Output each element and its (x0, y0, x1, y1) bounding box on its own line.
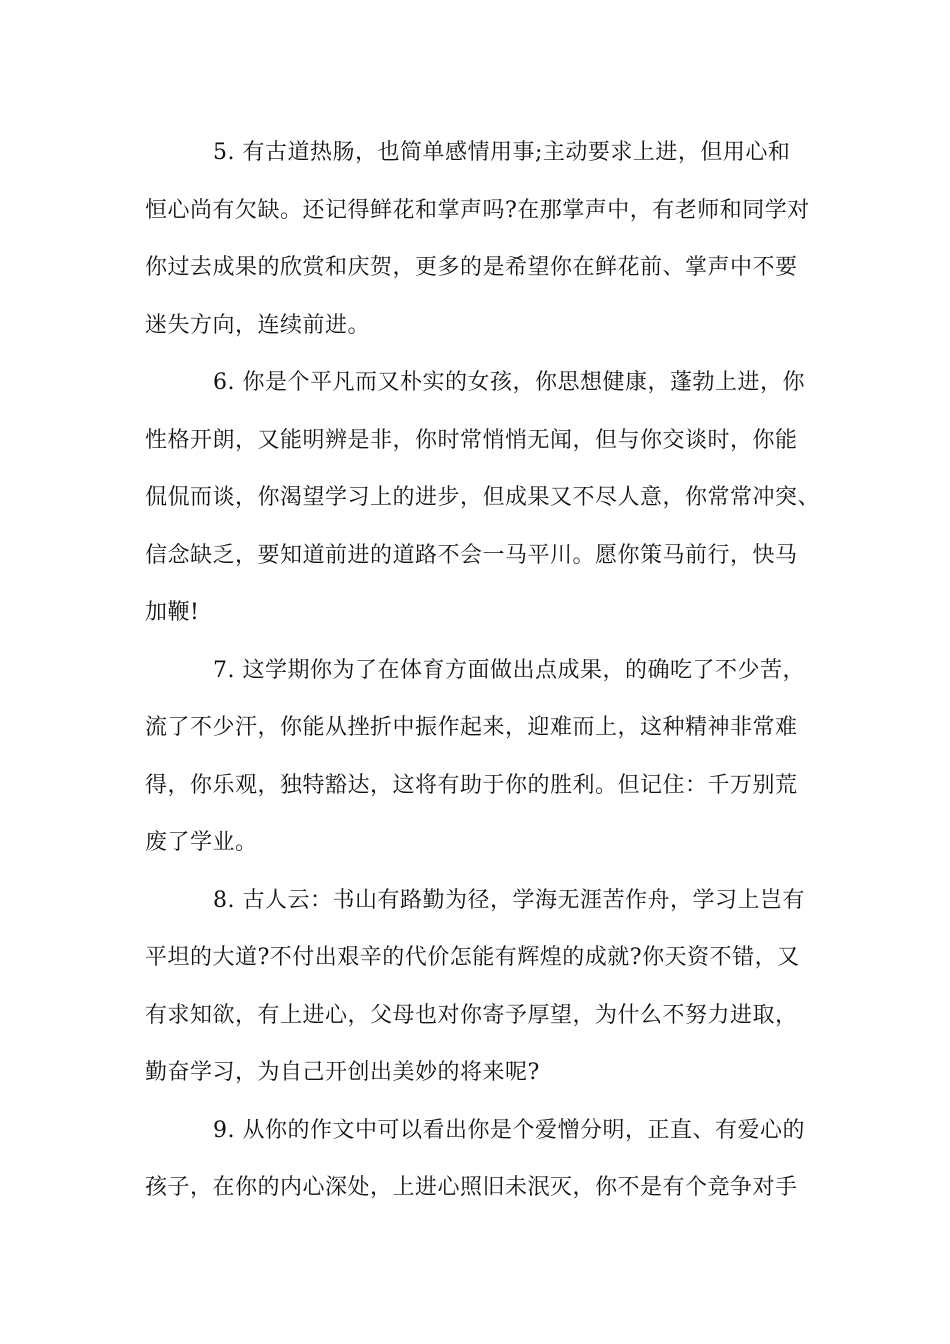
paragraph-line: 恒心尚有欠缺。还记得鲜花和掌声吗?在那掌声中，有老师和同学对 (145, 197, 810, 223)
paragraph-line: 6. 你是个平凡而又朴实的女孩，你思想健康，蓬勃上进，你 (213, 370, 805, 395)
paragraph-line: 孩子，在你的内心深处，上进心照旧未泯灭，你不是有个竞争对手 (145, 1175, 798, 1200)
paragraph-8 (145, 876, 817, 1106)
paragraph-line: 你过去成果的欣赏和庆贺，更多的是希望你在鲜花前、掌声中不要 (145, 255, 798, 280)
paragraph-line: 8. 古人云：书山有路勤为径，学海无涯苦作舟，学习上岂有 (213, 887, 805, 913)
paragraph-9 (145, 1106, 817, 1221)
paragraph-line: 侃侃而谈，你渴望学习上的进步，但成果又不尽人意，你常常冲突、 (145, 485, 821, 510)
paragraph-line: 性格开朗，又能明辨是非，你时常悄悄无闻，但与你交谈时，你能 (145, 427, 798, 453)
document-body (145, 128, 821, 1221)
paragraph-line: 有求知欲，有上进心，父母也对你寄予厚望，为什么不努力进取， (145, 1002, 798, 1028)
paragraph-line: 流了不少汗，你能从挫折中振作起来，迎难而上，这种精神非常难 (145, 715, 798, 740)
paragraph-line: 得，你乐观，独特豁达，这将有助于你的胜利。但记住：千万别荒 (145, 772, 798, 798)
paragraph-5 (145, 128, 817, 358)
paragraph-line: 信念缺乏，要知道前进的道路不会一马平川。愿你策马前行，快马 (145, 542, 798, 568)
paragraph-line: 迷失方向，连续前进。 (145, 312, 371, 338)
paragraph-line: 勤奋学习，为自己开创出美妙的将来呢? (145, 1060, 540, 1085)
paragraph-line: 废了学业。 (145, 830, 258, 855)
paragraph-line: 7. 这学期你为了在体育方面做出点成果，的确吃了不少苦， (213, 657, 805, 683)
paragraph-6 (145, 358, 821, 646)
paragraph-line: 平坦的大道?不付出艰辛的代价怎能有辉煌的成就?你天资不错，又 (145, 945, 800, 970)
paragraph-line: 加鞭! (145, 600, 200, 625)
paragraph-line: 5. 有古道热肠，也简单感情用事;主动要求上进，但用心和 (213, 140, 791, 165)
paragraph-line: 9. 从你的作文中可以看出你是个爱憎分明，正直、有爱心的 (213, 1117, 805, 1143)
paragraph-7 (145, 646, 817, 876)
